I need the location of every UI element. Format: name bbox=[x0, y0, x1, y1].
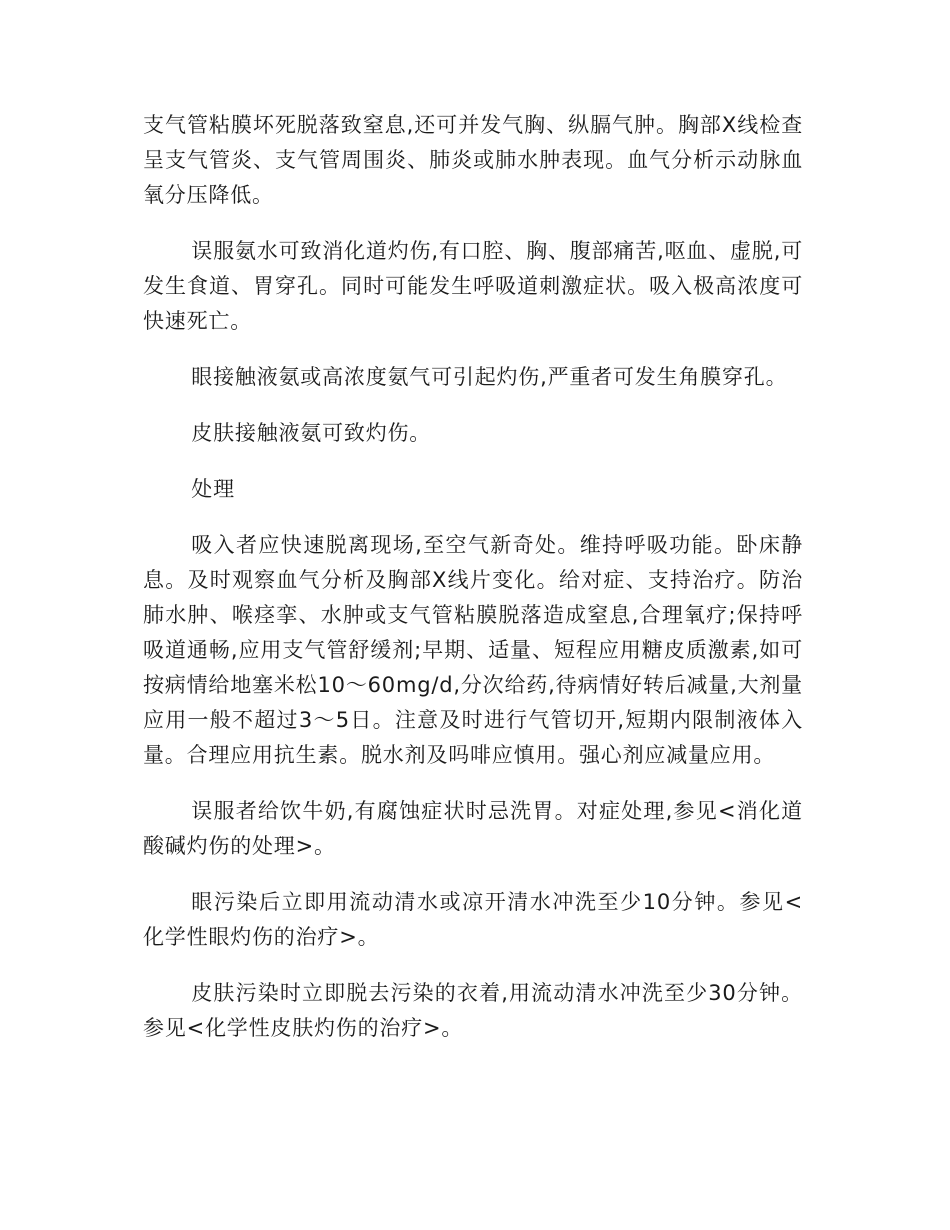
paragraph-eye-contact: 眼接触液氨或高浓度氨气可引起灼伤,严重者可发生角膜穿孔。 bbox=[191, 365, 788, 389]
paragraph-eye-treatment: 眼污染后立即用流动清水或凉开清水冲洗至少10分钟。参见<化学性眼灼伤的治疗>。 bbox=[143, 890, 803, 949]
paragraph-ingestion-treatment: 误服者给饮牛奶,有腐蚀症状时忌洗胃。对症处理,参见<消化道酸碱灼伤的处理>。 bbox=[143, 799, 803, 858]
paragraph-skin-contact: 皮肤接触液氨可致灼伤。 bbox=[191, 421, 432, 445]
paragraph-ingestion: 误服氨水可致消化道灼伤,有口腔、胸、腹部痛苦,呕血、虚脱,可发生食道、胃穿孔。同时可能发生呼吸道刺激症状。吸入极高浓度可快速死亡。 bbox=[143, 239, 803, 333]
paragraph-inhalation-treatment: 吸入者应快速脱离现场,至空气新奇处。维持呼吸功能。卧床静息。及时观察血气分析及胸部X线片变化。给对症、支持治疗。防治肺水肿、喉痉挛、水肿或支气管粘膜脱落造成窒息,合理氧疗;保持呼吸道通畅,应用支气管舒缓剂;早期、适量、短程应用糖皮质激素,如可按病情给地塞米松10～60mg/d,分次给药,待病情好转后减量,大剂量应用一般不超过3～5日。注意及时进行气管切开,短期内限制液体入量。合理应用抗生素。脱水剂及吗啡应慎用。强心剂应减量应用。 bbox=[143, 533, 803, 767]
paragraph-skin-treatment: 皮肤污染时立即脱去污染的衣着,用流动清水冲洗至少30分钟。参见<化学性皮肤灼伤的治疗>。 bbox=[143, 981, 803, 1040]
document-body bbox=[143, 108, 803, 1067]
paragraph-continued: 支气管粘膜坏死脱落致窒息,还可并发气胸、纵膈气肿。胸部X线检查呈支气管炎、支气管周围炎、肺炎或肺水肿表现。血气分析示动脉血氧分压降低。 bbox=[143, 113, 803, 207]
section-heading-treatment: 处理 bbox=[191, 477, 235, 501]
